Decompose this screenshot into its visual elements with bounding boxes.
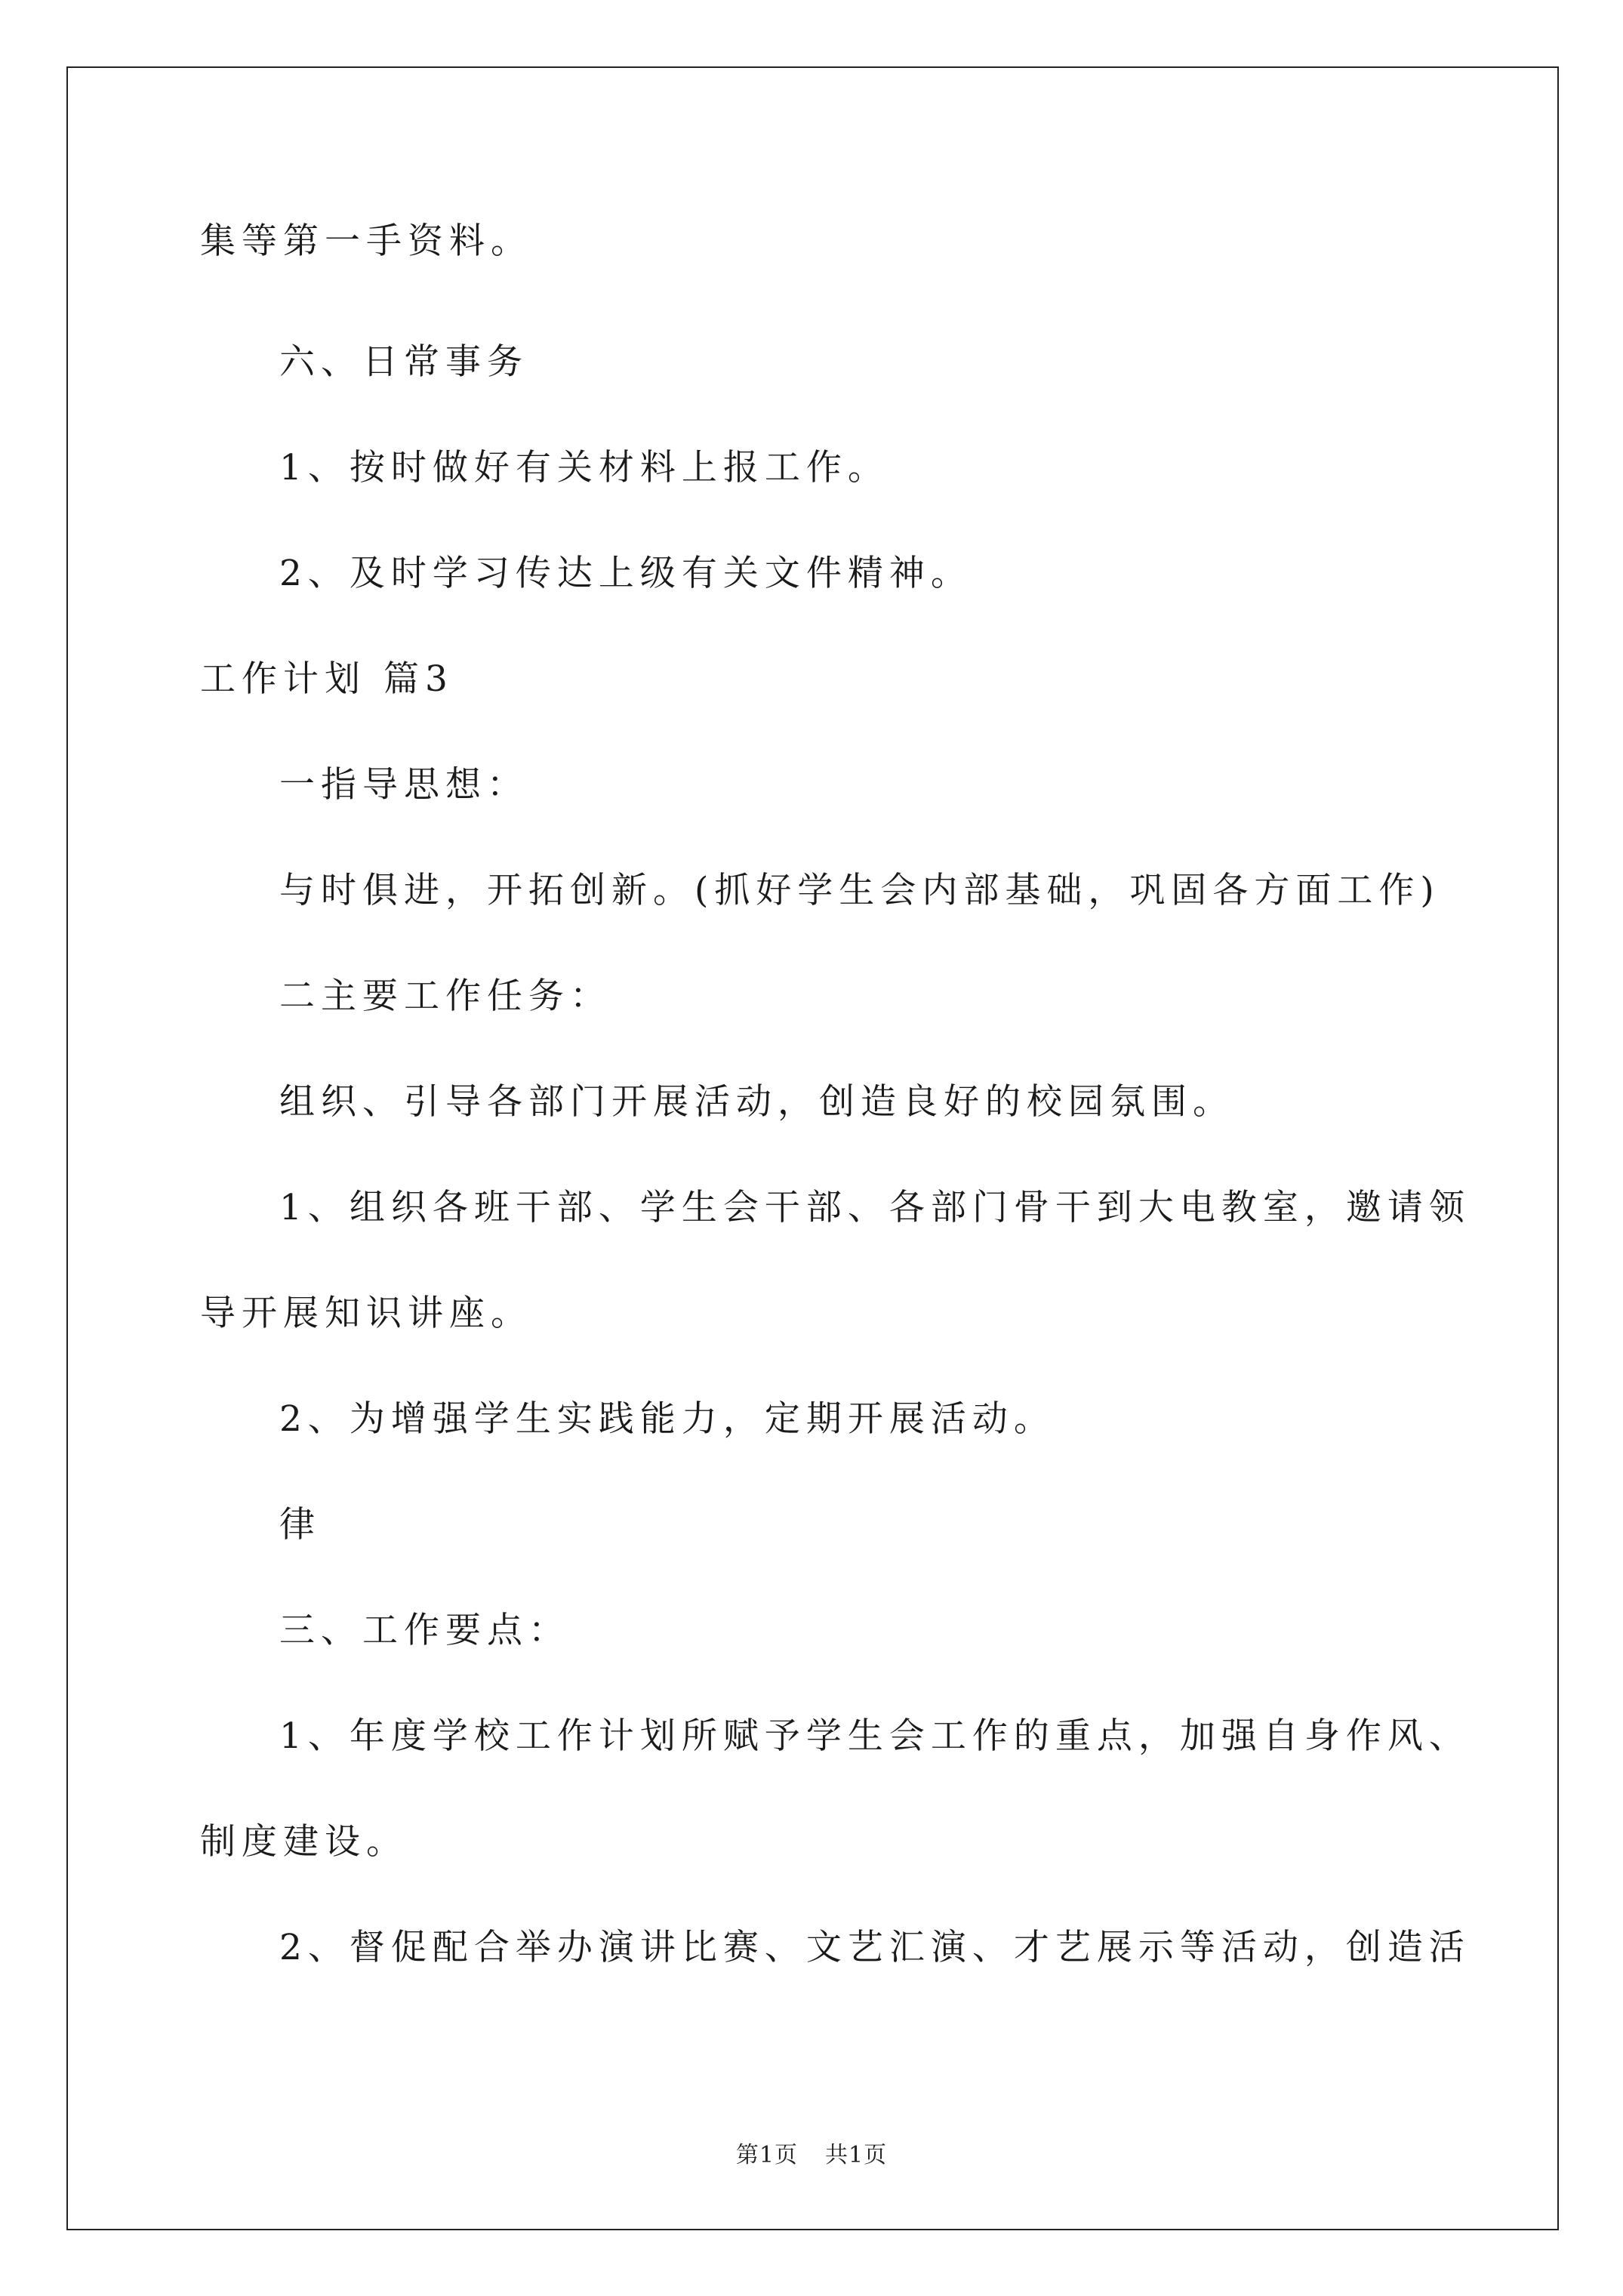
article-title: 工作计划 篇3 <box>200 658 454 700</box>
list-item: 2、及时学习传达上级有关文件精神。 <box>279 553 972 594</box>
section-heading-daily-affairs: 六、日常事务 <box>279 341 528 383</box>
paragraph: 律 <box>279 1504 321 1546</box>
section-heading-key-points: 三、工作要点： <box>279 1610 570 1651</box>
paragraph: 组织、引导各部门开展活动，创造良好的校园氛围。 <box>279 1081 1234 1123</box>
list-item: 1、按时做好有关材料上报工作。 <box>279 447 889 488</box>
list-item: 1、年度学校工作计划所赋予学生会工作的重点，加强自身作风、 <box>279 1715 1471 1757</box>
text-line-continuation: 集等第一手资料。 <box>200 220 532 262</box>
list-item: 2、督促配合举办演讲比赛、文艺汇演、才艺展示等活动，创造活 <box>279 1927 1471 1968</box>
page-number: 第1页 <box>735 2142 798 2168</box>
section-heading-main-tasks: 二主要工作任务： <box>279 975 611 1017</box>
page-border <box>66 66 1559 2230</box>
text-line-continuation: 制度建设。 <box>200 1821 408 1863</box>
section-heading-guiding-thought: 一指导思想： <box>279 764 528 806</box>
list-item: 1、组织各班干部、学生会干部、各部门骨干到大电教室，邀请领 <box>279 1187 1471 1228</box>
text-line-continuation: 导开展知识讲座。 <box>200 1293 532 1334</box>
page-total: 共1页 <box>825 2142 888 2168</box>
list-item: 2、为增强学生实践能力，定期开展活动。 <box>279 1398 1055 1440</box>
page-footer <box>0 2140 1623 2171</box>
paragraph: 与时俱进，开拓创新。(抓好学生会内部基础，巩固各方面工作) <box>279 870 1440 911</box>
